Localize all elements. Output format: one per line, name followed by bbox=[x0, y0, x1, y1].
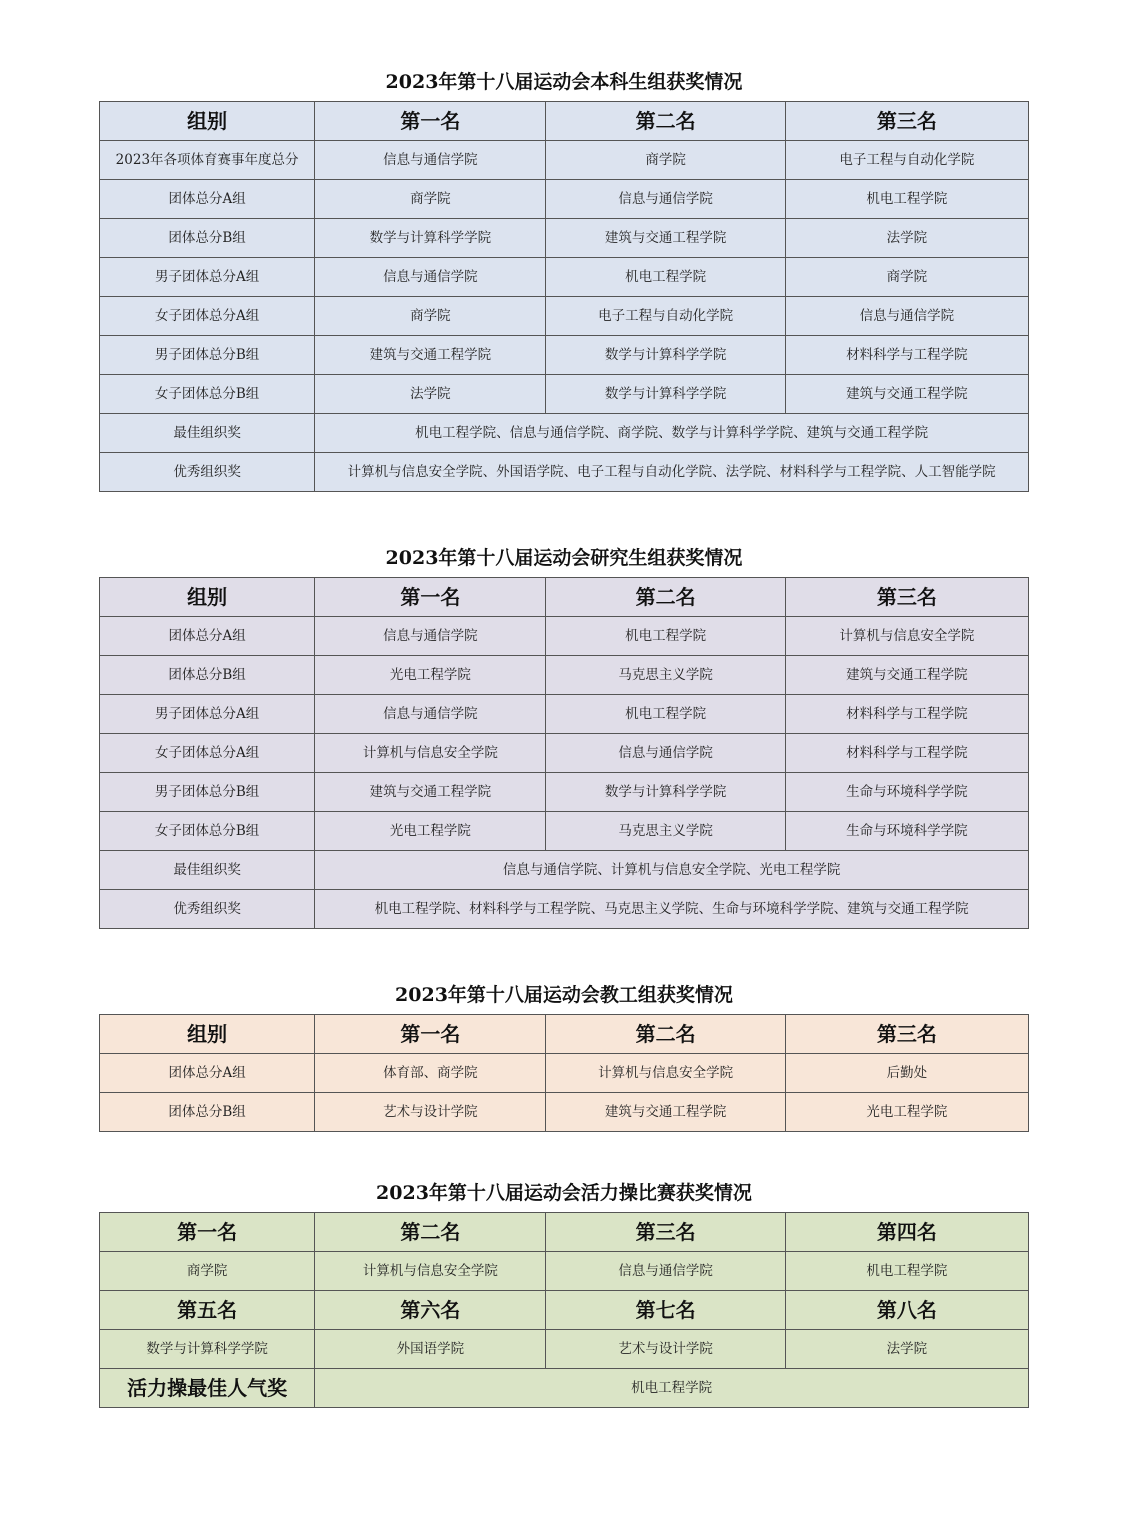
second-cell: 马克思主义学院 bbox=[546, 656, 785, 695]
group-cell: 男子团体总分A组 bbox=[100, 258, 315, 297]
popular-award-row bbox=[100, 1369, 1029, 1408]
rank-8-cell: 法学院 bbox=[785, 1330, 1028, 1369]
header-group: 组别 bbox=[100, 578, 315, 617]
undergrad-table bbox=[99, 101, 1029, 492]
first-cell: 信息与通信学院 bbox=[315, 258, 546, 297]
second-cell: 马克思主义学院 bbox=[546, 812, 785, 851]
table-row bbox=[100, 734, 1029, 773]
table-row bbox=[100, 1252, 1029, 1291]
rank-2-cell: 计算机与信息安全学院 bbox=[315, 1252, 546, 1291]
second-cell: 计算机与信息安全学院 bbox=[546, 1054, 785, 1093]
rank-3-cell: 信息与通信学院 bbox=[546, 1252, 785, 1291]
rank-6-cell: 外国语学院 bbox=[315, 1330, 546, 1369]
second-cell: 机电工程学院 bbox=[546, 695, 785, 734]
second-cell: 电子工程与自动化学院 bbox=[546, 297, 785, 336]
second-cell: 信息与通信学院 bbox=[546, 180, 785, 219]
table-header-row bbox=[100, 1291, 1029, 1330]
group-cell: 女子团体总分A组 bbox=[100, 734, 315, 773]
second-cell: 信息与通信学院 bbox=[546, 734, 785, 773]
excellent-org-label: 优秀组织奖 bbox=[100, 453, 315, 492]
header-rank-2: 第二名 bbox=[315, 1213, 546, 1252]
header-rank-8: 第八名 bbox=[785, 1291, 1028, 1330]
first-cell: 光电工程学院 bbox=[315, 812, 546, 851]
third-cell: 光电工程学院 bbox=[785, 1093, 1028, 1132]
group-cell: 团体总分B组 bbox=[100, 656, 315, 695]
header-rank-3: 第三名 bbox=[546, 1213, 785, 1252]
third-cell: 商学院 bbox=[785, 258, 1028, 297]
first-cell: 法学院 bbox=[315, 375, 546, 414]
table-row bbox=[100, 297, 1029, 336]
rank-5-cell: 数学与计算科学学院 bbox=[100, 1330, 315, 1369]
group-cell: 团体总分B组 bbox=[100, 1093, 315, 1132]
second-cell: 建筑与交通工程学院 bbox=[546, 219, 785, 258]
header-second: 第二名 bbox=[546, 1015, 785, 1054]
second-cell: 机电工程学院 bbox=[546, 617, 785, 656]
best-org-label: 最佳组织奖 bbox=[100, 851, 315, 890]
header-group: 组别 bbox=[100, 1015, 315, 1054]
rank-4-cell: 机电工程学院 bbox=[785, 1252, 1028, 1291]
first-cell: 体育部、商学院 bbox=[315, 1054, 546, 1093]
group-cell: 女子团体总分B组 bbox=[100, 375, 315, 414]
best-org-label: 最佳组织奖 bbox=[100, 414, 315, 453]
first-cell: 数学与计算科学学院 bbox=[315, 219, 546, 258]
header-second: 第二名 bbox=[546, 102, 785, 141]
table-row bbox=[100, 375, 1029, 414]
second-cell: 机电工程学院 bbox=[546, 258, 785, 297]
group-cell: 团体总分B组 bbox=[100, 219, 315, 258]
header-group: 组别 bbox=[100, 102, 315, 141]
group-cell: 团体总分A组 bbox=[100, 617, 315, 656]
first-cell: 光电工程学院 bbox=[315, 656, 546, 695]
table-row bbox=[100, 258, 1029, 297]
second-cell: 数学与计算科学学院 bbox=[546, 336, 785, 375]
best-org-row bbox=[100, 414, 1029, 453]
second-cell: 商学院 bbox=[546, 141, 785, 180]
group-cell: 女子团体总分A组 bbox=[100, 297, 315, 336]
first-cell: 艺术与设计学院 bbox=[315, 1093, 546, 1132]
staff-title: 2023年第十八届运动会教工组获奖情况 bbox=[395, 984, 733, 1006]
table-header-row bbox=[100, 1015, 1029, 1054]
header-third: 第三名 bbox=[785, 102, 1028, 141]
third-cell: 计算机与信息安全学院 bbox=[785, 617, 1028, 656]
table-row bbox=[100, 1093, 1029, 1132]
group-cell: 男子团体总分A组 bbox=[100, 695, 315, 734]
best-org-value: 机电工程学院、信息与通信学院、商学院、数学与计算科学学院、建筑与交通工程学院 bbox=[315, 414, 1029, 453]
header-first: 第一名 bbox=[315, 102, 546, 141]
second-cell: 建筑与交通工程学院 bbox=[546, 1093, 785, 1132]
header-rank-1: 第一名 bbox=[100, 1213, 315, 1252]
second-cell: 数学与计算科学学院 bbox=[546, 773, 785, 812]
third-cell: 材料科学与工程学院 bbox=[785, 734, 1028, 773]
popular-award-label: 活力操最佳人气奖 bbox=[100, 1369, 315, 1408]
table-row bbox=[100, 695, 1029, 734]
header-third: 第三名 bbox=[785, 1015, 1028, 1054]
table-header-row bbox=[100, 578, 1029, 617]
table-row bbox=[100, 812, 1029, 851]
table-row bbox=[100, 1054, 1029, 1093]
table-row bbox=[100, 617, 1029, 656]
third-cell: 建筑与交通工程学院 bbox=[785, 656, 1028, 695]
table-row bbox=[100, 219, 1029, 258]
third-cell: 材料科学与工程学院 bbox=[785, 336, 1028, 375]
header-rank-7: 第七名 bbox=[546, 1291, 785, 1330]
table-header-row bbox=[100, 102, 1029, 141]
first-cell: 信息与通信学院 bbox=[315, 617, 546, 656]
first-cell: 建筑与交通工程学院 bbox=[315, 773, 546, 812]
excellent-org-label: 优秀组织奖 bbox=[100, 890, 315, 929]
first-cell: 信息与通信学院 bbox=[315, 695, 546, 734]
header-rank-5: 第五名 bbox=[100, 1291, 315, 1330]
group-cell: 男子团体总分B组 bbox=[100, 336, 315, 375]
third-cell: 建筑与交通工程学院 bbox=[785, 375, 1028, 414]
excellent-org-row bbox=[100, 890, 1029, 929]
header-second: 第二名 bbox=[546, 578, 785, 617]
table-header-row bbox=[100, 1213, 1029, 1252]
third-cell: 法学院 bbox=[785, 219, 1028, 258]
excellent-org-value: 机电工程学院、材料科学与工程学院、马克思主义学院、生命与环境科学学院、建筑与交通工程学院 bbox=[315, 890, 1029, 929]
rank-7-cell: 艺术与设计学院 bbox=[546, 1330, 785, 1369]
rank-1-cell: 商学院 bbox=[100, 1252, 315, 1291]
second-cell: 数学与计算科学学院 bbox=[546, 375, 785, 414]
excellent-org-row bbox=[100, 453, 1029, 492]
first-cell: 商学院 bbox=[315, 297, 546, 336]
staff-table bbox=[99, 1014, 1029, 1132]
aerobics-table bbox=[99, 1212, 1029, 1408]
group-cell: 女子团体总分B组 bbox=[100, 812, 315, 851]
group-cell: 男子团体总分B组 bbox=[100, 773, 315, 812]
first-cell: 建筑与交通工程学院 bbox=[315, 336, 546, 375]
best-org-row bbox=[100, 851, 1029, 890]
group-cell: 团体总分A组 bbox=[100, 1054, 315, 1093]
table-row bbox=[100, 180, 1029, 219]
best-org-value: 信息与通信学院、计算机与信息安全学院、光电工程学院 bbox=[315, 851, 1029, 890]
group-cell: 团体总分A组 bbox=[100, 180, 315, 219]
table-row bbox=[100, 773, 1029, 812]
third-cell: 电子工程与自动化学院 bbox=[785, 141, 1028, 180]
header-first: 第一名 bbox=[315, 1015, 546, 1054]
header-rank-4: 第四名 bbox=[785, 1213, 1028, 1252]
first-cell: 商学院 bbox=[315, 180, 546, 219]
header-rank-6: 第六名 bbox=[315, 1291, 546, 1330]
group-cell: 2023年各项体育赛事年度总分 bbox=[100, 141, 315, 180]
first-cell: 计算机与信息安全学院 bbox=[315, 734, 546, 773]
header-third: 第三名 bbox=[785, 578, 1028, 617]
table-row bbox=[100, 336, 1029, 375]
graduate-table bbox=[99, 577, 1029, 929]
graduate-title: 2023年第十八届运动会研究生组获奖情况 bbox=[385, 547, 743, 569]
aerobics-title: 2023年第十八届运动会活力操比赛获奖情况 bbox=[376, 1182, 752, 1204]
third-cell: 材料科学与工程学院 bbox=[785, 695, 1028, 734]
popular-award-value: 机电工程学院 bbox=[315, 1369, 1029, 1408]
third-cell: 生命与环境科学学院 bbox=[785, 812, 1028, 851]
third-cell: 机电工程学院 bbox=[785, 180, 1028, 219]
third-cell: 信息与通信学院 bbox=[785, 297, 1028, 336]
table-row bbox=[100, 141, 1029, 180]
undergrad-title: 2023年第十八届运动会本科生组获奖情况 bbox=[385, 71, 743, 93]
excellent-org-value: 计算机与信息安全学院、外国语学院、电子工程与自动化学院、法学院、材料科学与工程学院、人工智能学院 bbox=[315, 453, 1029, 492]
header-first: 第一名 bbox=[315, 578, 546, 617]
first-cell: 信息与通信学院 bbox=[315, 141, 546, 180]
table-row bbox=[100, 1330, 1029, 1369]
table-row bbox=[100, 656, 1029, 695]
third-cell: 生命与环境科学学院 bbox=[785, 773, 1028, 812]
third-cell: 后勤处 bbox=[785, 1054, 1028, 1093]
